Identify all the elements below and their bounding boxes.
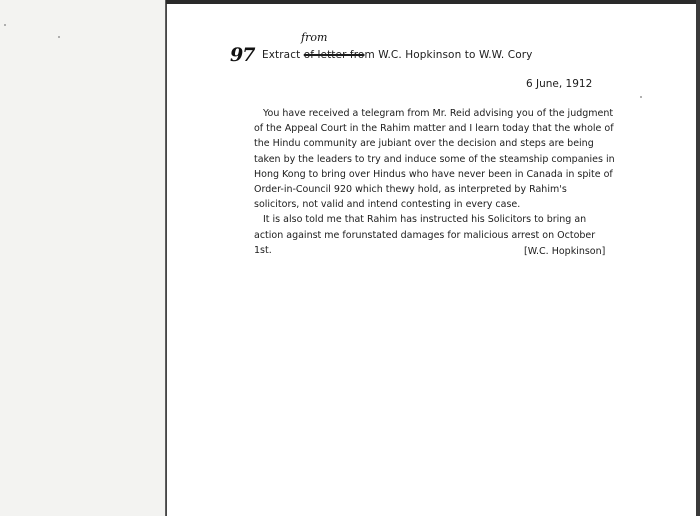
handwritten-insertion: from [301, 31, 328, 44]
paragraph-1-line-7: solicitors, not valid and intend contesting in every case. [254, 199, 521, 211]
document-page [167, 4, 696, 516]
signature: [W.C. Hopkinson] [524, 246, 606, 257]
paragraph-1-line-6: Order-in-Council 920 which thewy hold, as interpreted by Rahim's [254, 184, 567, 196]
heading-prefix: Extract [262, 49, 304, 61]
paragraph-2-line-3: 1st. [254, 244, 272, 256]
left-scan-margin [0, 0, 166, 516]
document-heading [262, 49, 533, 61]
paragraph-1-line-1: You have received a telegram from Mr. Reid advising you of the judgment [263, 108, 614, 119]
top-scan-border [166, 0, 700, 4]
scan-speck [640, 96, 642, 98]
paragraph-1-line-5: Hong Kong to bring over Hindus who have never been in Canada in spite of [254, 168, 613, 180]
letter-body [254, 106, 624, 258]
struck-through-text: of letter fro [303, 49, 365, 61]
paragraph-1-line-3: the Hindu community are jubiant over the decision and steps are being [254, 138, 594, 150]
paragraph-2-line-2: action against me forunstated damages for malicious arrest on October [254, 229, 596, 241]
handwritten-document-number: 97 [230, 44, 255, 66]
scan-speck [4, 24, 6, 26]
scan-speck [58, 36, 60, 38]
document-date: 6 June, 1912 [526, 78, 593, 90]
heading-suffix: m W.C. Hopkinson to W.W. Cory [364, 49, 533, 61]
paragraph-1-line-4: taken by the leaders to try and induce some of the steamship companies in [254, 153, 615, 165]
paragraph-1-line-2: of the Appeal Court in the Rahim matter and I learn today that the whole of [254, 123, 614, 135]
right-scan-border [696, 0, 700, 516]
paragraph-2-line-1: It is also told me that Rahim has instructed his Solicitors to bring an [263, 214, 587, 226]
